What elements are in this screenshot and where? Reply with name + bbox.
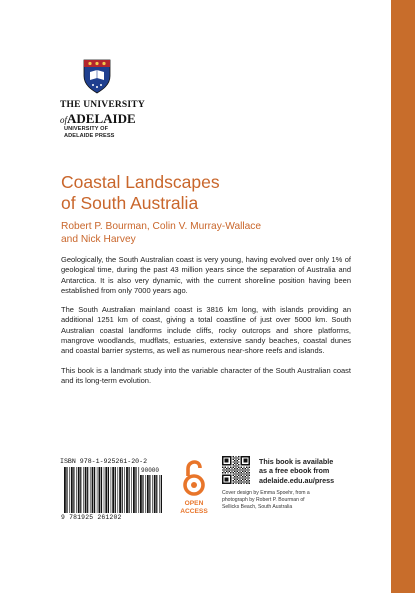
press-name [64,126,115,140]
press-line2: ADELAIDE PRESS [64,133,115,139]
barcode-bars [64,467,140,513]
barcode-addon-bars [140,475,162,513]
book-title-line2: of South Australia [61,193,199,213]
cover-credit-line1: Cover design by Emma Spoehr, from a [222,490,310,496]
cover-credit [222,490,372,511]
blurb-paragraph-1: Geologically, the South Australian coast is very young, having evolved over only 1% of geological time, during the past 43 million years since the separation of Australia and Antarctica. It is also very dynamic, with the current shoreline position having been established from only 7000 years ago. [61,255,351,295]
university-adelaide-word: ADELAIDE [67,111,136,126]
open-access-label [174,500,214,516]
book-authors [61,220,331,246]
blurb-paragraph-2: The South Australian mainland coast is 3816 km long, with islands providing an additional 1251 km of coast, giving a total coastline of just over 5000 km. South Australian coastal landforms include cliffs, rocky outcrops and shore platforms, mangrove woodlands, mudflats, estuaries, extensive sandy beaches, coastal dunes and coastal barrier systems, as well as numerous near-shore reefs and islands. [61,305,351,356]
book-spine [391,0,415,593]
free-ebook-line2: as a free ebook from [259,466,330,476]
open-access-line2: ACCESS [180,508,208,515]
open-access-line1: OPEN [184,500,204,507]
blurb [61,255,351,395]
blurb-paragraph-3: This book is a landmark study into the variable character of the South Australian coast and its long-term evolution. [61,365,351,385]
barcode-addon-number: 90000 [141,467,160,474]
crest-icon [82,58,112,94]
book-title-line1: Coastal Landscapes [61,172,220,192]
free-ebook-line1: This book is available [259,457,334,466]
university-of-word: of [60,115,68,125]
book-title [61,172,321,214]
cover-credit-line2: photograph by Robert P. Bourman of [222,497,305,503]
barcode-digits: 9 781925 261202 [61,514,122,521]
free-ebook-url[interactable]: adelaide.edu.au/press [259,475,335,485]
qr-code-icon [222,456,250,484]
authors-line1: Robert P. Bourman, Colin V. Murray-Wallace [61,221,262,232]
isbn-number: ISBN 978-1-925261-20-2 [60,458,148,465]
cover-credit-line3: Sellicks Beach, South Australia [222,504,293,510]
free-ebook-notice [259,457,369,485]
open-access-lock-icon [182,460,206,496]
press-line1: UNIVERSITY OF [64,126,109,132]
university-name-line2 [60,111,140,127]
university-name-line1: THE UNIVERSITY [60,100,145,110]
isbn-barcode [60,458,163,522]
authors-line2: and Nick Harvey [61,234,136,245]
